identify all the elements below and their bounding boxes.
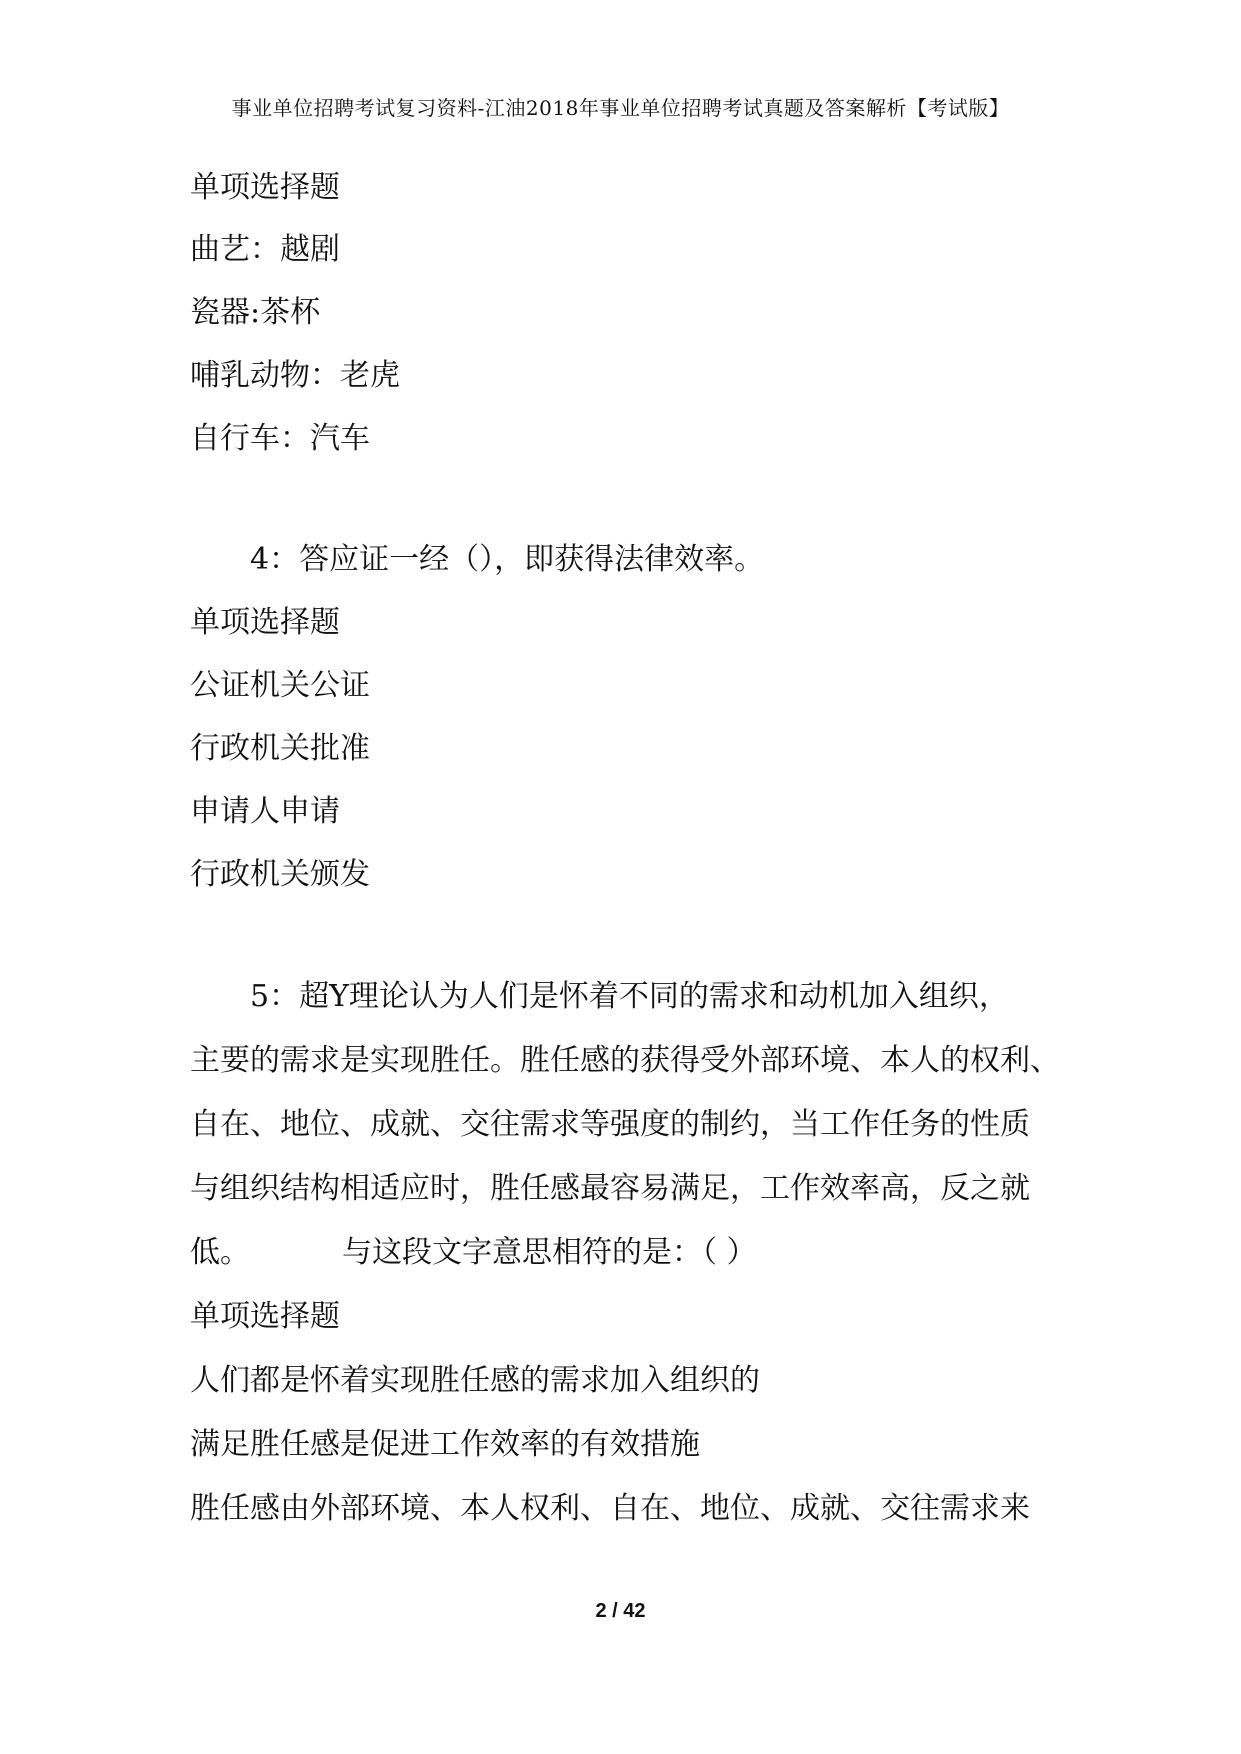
q5-question-prompt: 与这段文字意思相符的是：（ ） (342, 1235, 757, 1270)
q5-stem-line-5 (190, 1233, 757, 1273)
document-header: 事业单位招聘考试复习资料-江油2018年事业单位招聘考试真题及答案解析【考试版】 (231, 96, 1010, 120)
page-number: 2 / 42 (595, 1600, 646, 1622)
q4-type-label: 单项选择题 (190, 605, 340, 640)
q4-option-a: 公证机关公证 (190, 668, 370, 703)
q4-stem: 4：答应证一经（），即获得法律效率。 (250, 542, 765, 577)
q3-option-c: 哺乳动物：老虎 (190, 358, 400, 393)
q5-stem-line-1: 5：超Y理论认为人们是怀着不同的需求和动机加入组织， (250, 979, 1009, 1014)
q3-option-d: 自行车：汽车 (190, 421, 370, 456)
q4-option-b: 行政机关批准 (190, 731, 370, 766)
q5-stem-end: 低。 (190, 1235, 250, 1270)
q5-stem-line-4: 与组织结构相适应时，胜任感最容易满足，工作效率高，反之就 (190, 1171, 1030, 1206)
q3-option-b: 瓷器:茶杯 (190, 295, 321, 330)
q5-option-c: 胜任感由外部环境、本人权利、自在、地位、成就、交往需求来 (190, 1491, 1030, 1526)
q5-stem-line-2: 主要的需求是实现胜任。胜任感的获得受外部环境、本人的权利、 (190, 1043, 1060, 1078)
q4-option-c: 申请人申请 (190, 794, 340, 829)
q4-option-d: 行政机关颁发 (190, 857, 370, 892)
q3-option-a: 曲艺：越剧 (190, 232, 340, 267)
q3-type-label: 单项选择题 (190, 170, 340, 205)
q5-stem-line-3: 自在、地位、成就、交往需求等强度的制约，当工作任务的性质 (190, 1107, 1030, 1142)
q5-type-label: 单项选择题 (190, 1299, 340, 1334)
q5-option-a: 人们都是怀着实现胜任感的需求加入组织的 (190, 1363, 760, 1398)
q5-option-b: 满足胜任感是促进工作效率的有效措施 (190, 1427, 700, 1462)
